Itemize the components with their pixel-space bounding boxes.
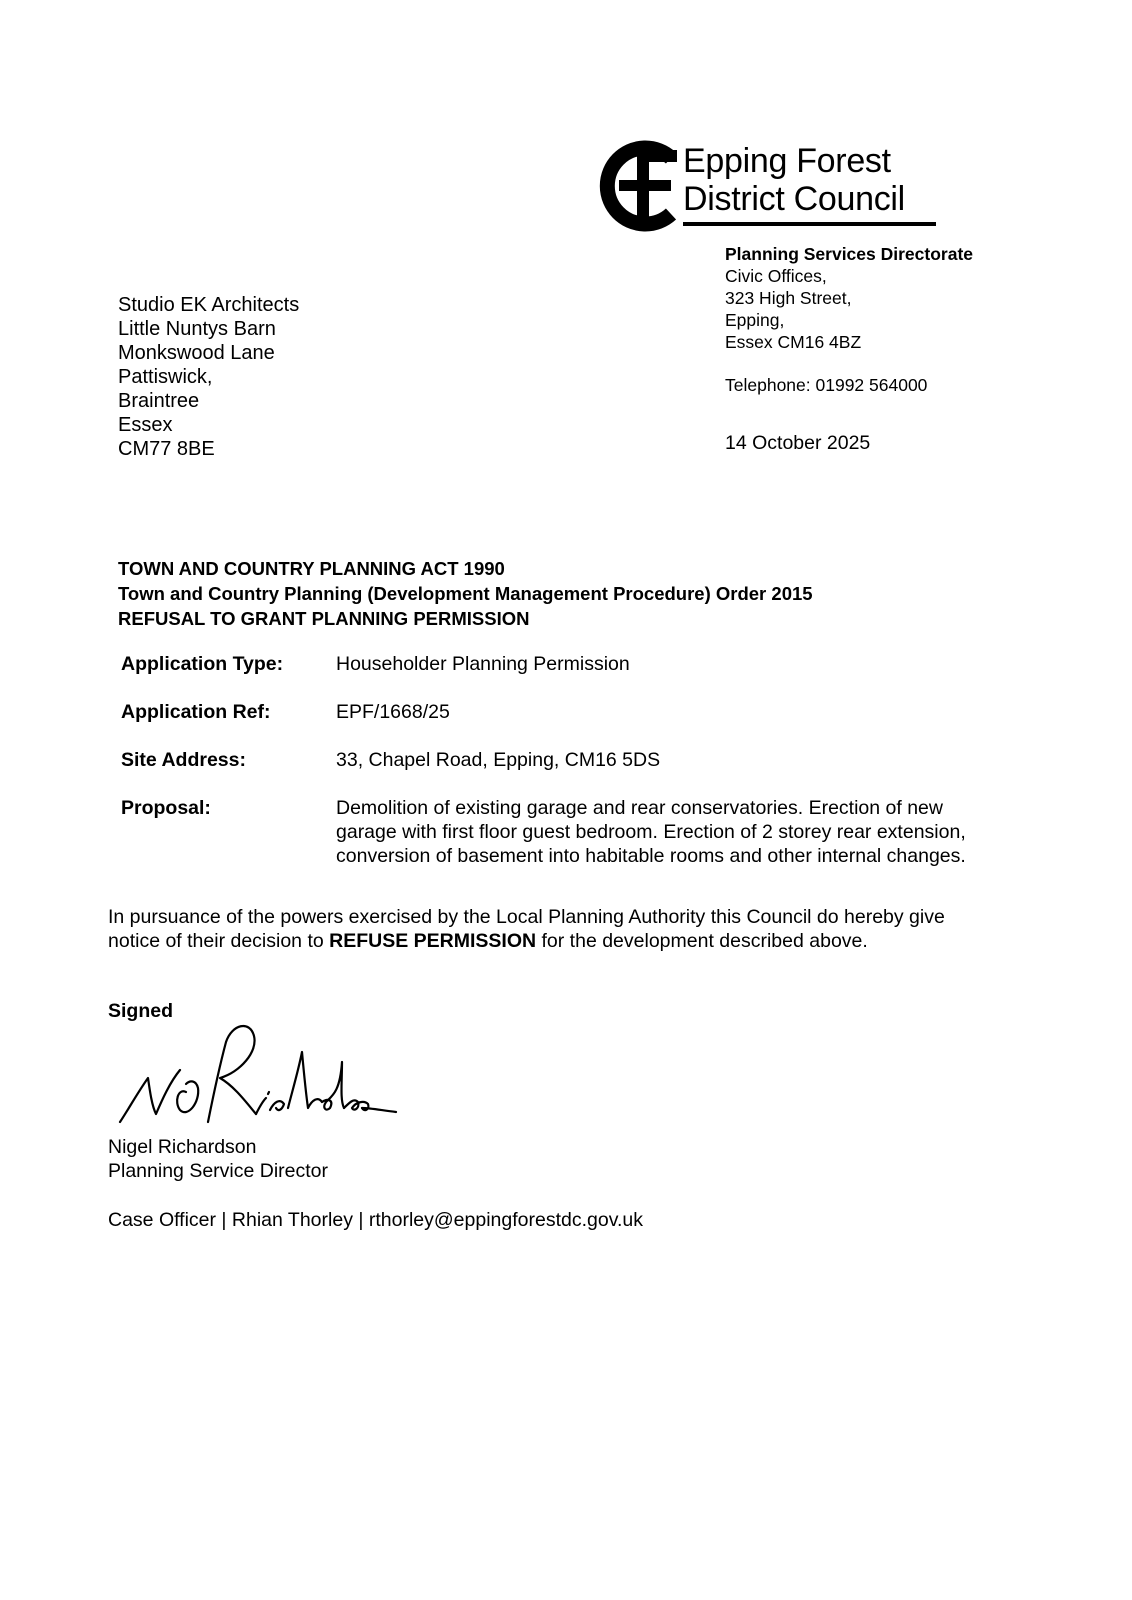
spacer	[725, 353, 973, 374]
proposal-row	[121, 796, 1041, 868]
council-logo-mark-icon	[597, 138, 689, 234]
spacer	[725, 396, 973, 432]
application-type-row	[121, 652, 1041, 700]
detail-value: Householder Planning Permission	[336, 653, 630, 675]
logo-text-line-1: Epping Forest	[683, 142, 891, 180]
sender-address-line: 323 High Street,	[725, 288, 852, 308]
notice-text: notice of their decision to	[108, 930, 330, 952]
proposal-line: conversion of basement into habitable rooms and other internal changes.	[336, 845, 966, 867]
sender-address-line: Epping,	[725, 310, 785, 330]
site-address-row	[121, 748, 1041, 796]
proposal-line: Demolition of existing garage and rear conservatories. Erection of new	[336, 797, 943, 819]
proposal-line: garage with first floor guest bedroom. Erection of 2 storey rear extension,	[336, 821, 966, 843]
signatory-block	[108, 1135, 328, 1183]
handwritten-signature	[108, 1022, 398, 1132]
sender-address-block	[725, 243, 973, 454]
detail-label: Application Ref:	[121, 701, 271, 723]
recipient-address-block	[118, 293, 299, 461]
decision-notice-paragraph	[108, 905, 1038, 953]
notice-line: In pursuance of the powers exercised by the Local Planning Authority this Council do hereby give	[108, 906, 945, 928]
recipient-address-line: CM77 8BE	[118, 438, 215, 460]
letter-date: 14 October 2025	[725, 432, 871, 454]
recipient-address-line: Essex	[118, 414, 173, 436]
recipient-address-line: Braintree	[118, 390, 200, 412]
signatory-name: Nigel Richardson	[108, 1136, 257, 1158]
refuse-permission-text: REFUSE PERMISSION	[329, 930, 537, 952]
decision-headings	[118, 556, 813, 631]
detail-label: Proposal:	[121, 797, 211, 819]
logo-underline	[683, 222, 936, 226]
sender-address-line: Civic Offices,	[725, 266, 827, 286]
detail-value: EPF/1668/25	[336, 701, 450, 723]
sender-department: Planning Services Directorate	[725, 244, 974, 264]
case-officer-line: Case Officer | Rhian Thorley | rthorley@eppingforestdc.gov.uk	[108, 1209, 644, 1231]
detail-label: Site Address:	[121, 749, 246, 771]
sender-telephone: Telephone: 01992 564000	[725, 375, 928, 395]
detail-value: 33, Chapel Road, Epping, CM16 5DS	[336, 749, 661, 771]
application-details-table	[121, 652, 1041, 868]
recipient-address-line: Little Nuntys Barn	[118, 318, 276, 340]
proposal-value	[336, 796, 1041, 868]
notice-text: for the development described above.	[536, 930, 868, 952]
order-heading: Town and Country Planning (Development Management Procedure) Order 2015	[118, 583, 813, 604]
application-ref-row	[121, 700, 1041, 748]
signed-label: Signed	[108, 1000, 174, 1022]
recipient-address-line: Studio EK Architects	[118, 294, 300, 316]
signatory-title: Planning Service Director	[108, 1160, 329, 1182]
recipient-address-line: Monkswood Lane	[118, 342, 275, 364]
act-heading: TOWN AND COUNTRY PLANNING ACT 1990	[118, 558, 505, 579]
decision-heading: REFUSAL TO GRANT PLANNING PERMISSION	[118, 608, 530, 629]
logo-text-line-2: District Council	[683, 180, 905, 218]
sender-address-line: Essex CM16 4BZ	[725, 332, 862, 352]
recipient-address-line: Pattiswick,	[118, 366, 213, 388]
notice-line	[108, 929, 1038, 953]
detail-label: Application Type:	[121, 653, 284, 675]
council-logo	[597, 138, 947, 234]
